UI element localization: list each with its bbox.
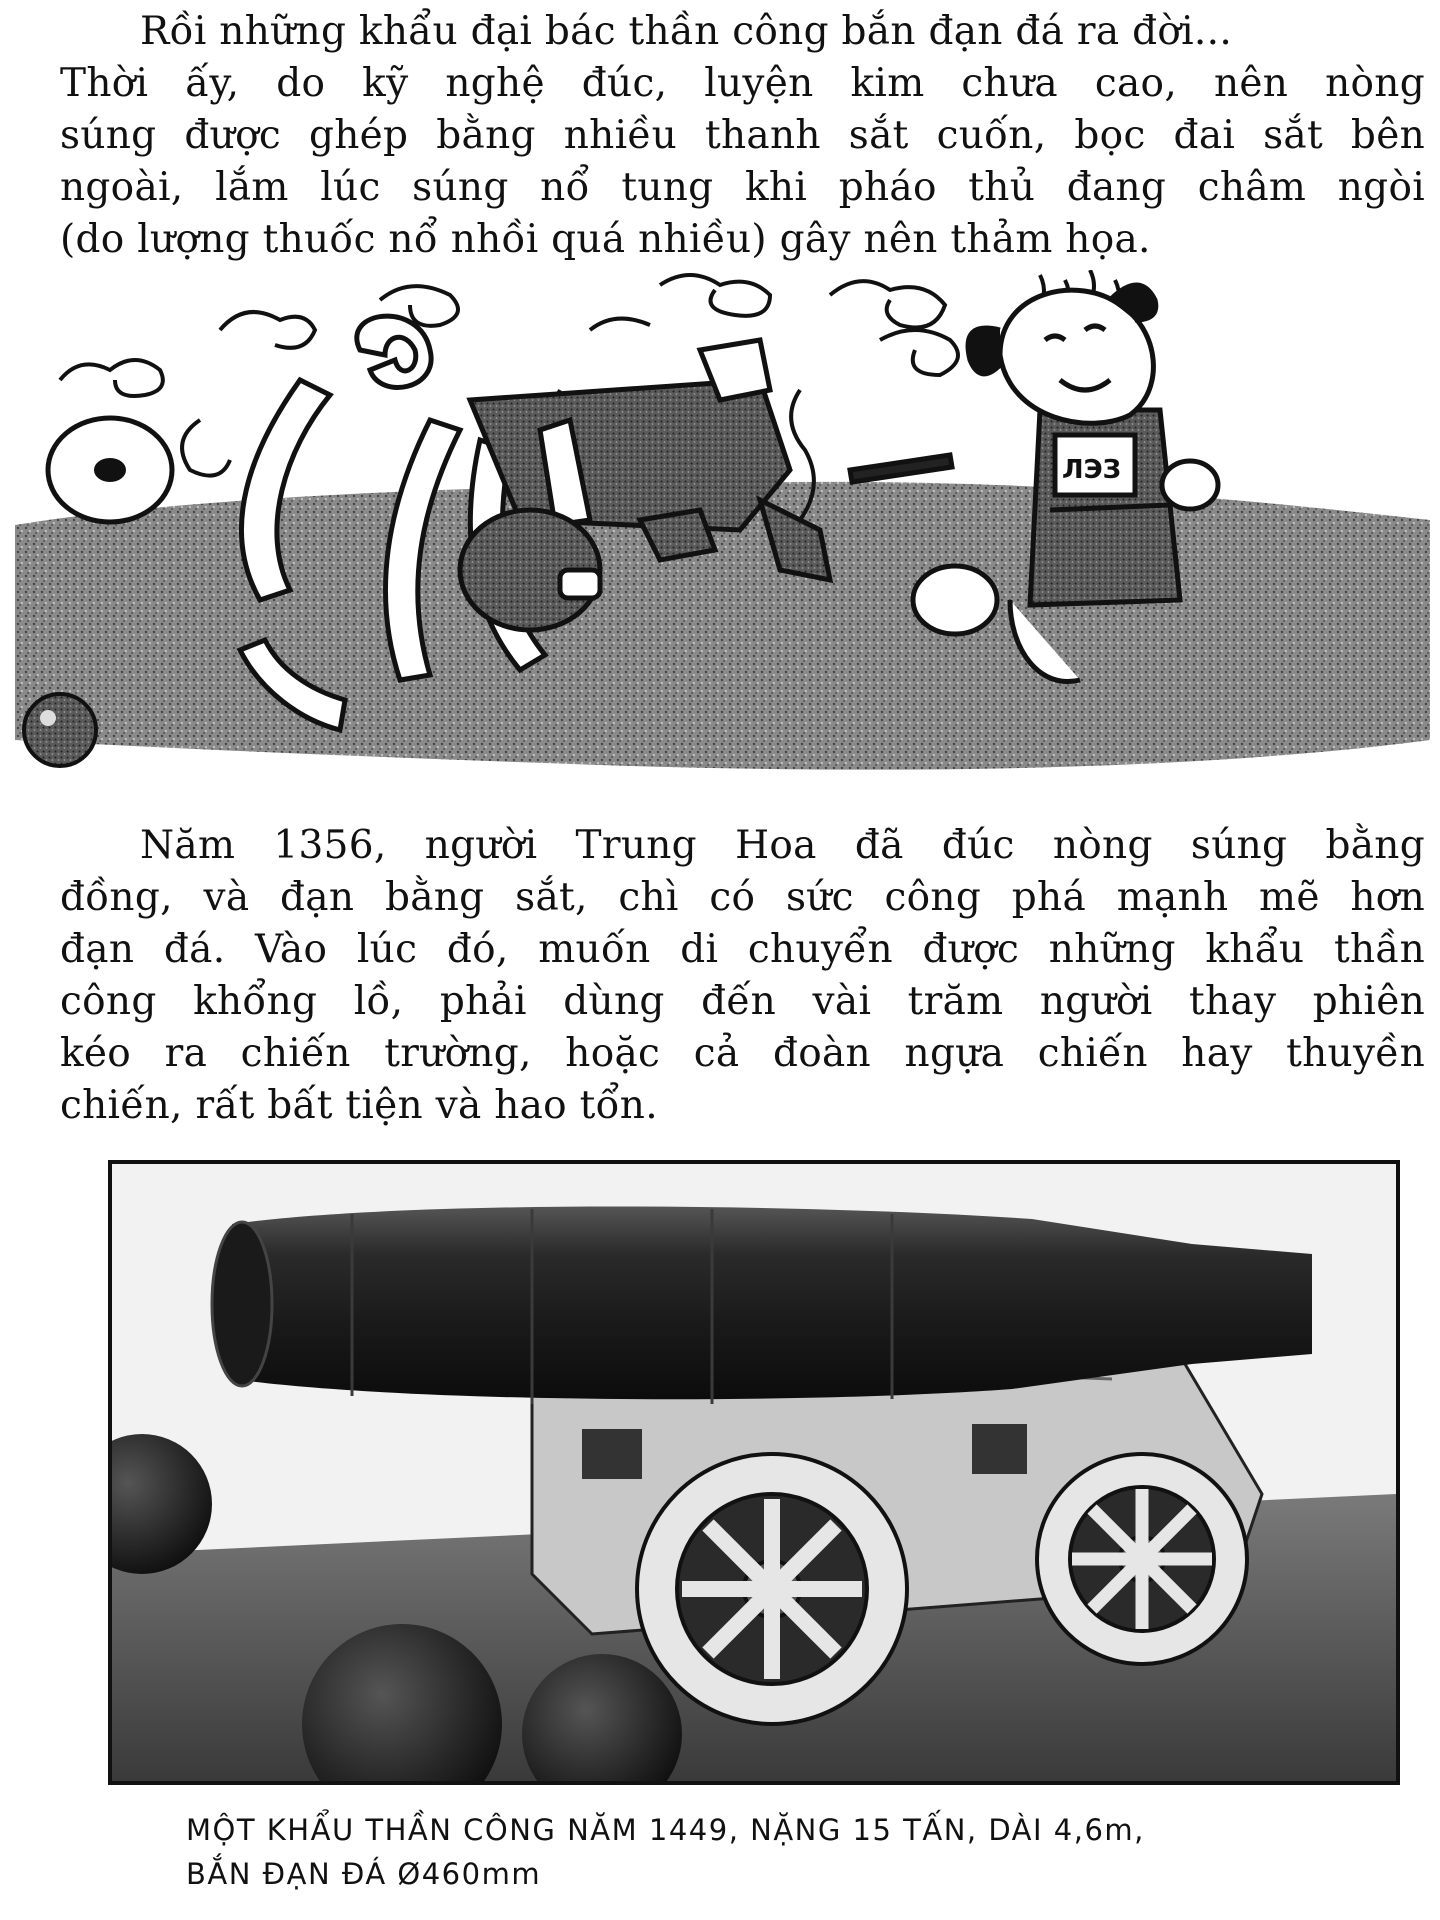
cannon-photo-icon — [112, 1164, 1396, 1781]
paragraph-2 — [60, 820, 1425, 1132]
photo-caption — [186, 1808, 1145, 1896]
paragraph-1-line: Rồi những khẩu đại bác thần công bắn đạn đá ra đời... — [140, 9, 1233, 54]
caption-line: MỘT KHẨU THẦN CÔNG NĂM 1449, NẶNG 15 TẤN, DÀI 4,6m, — [186, 1813, 1145, 1847]
badge-text: ЛЭЗ — [1062, 455, 1122, 485]
paragraph-2-line: chiến, rất bất tiện và hao tổn. — [60, 1083, 658, 1128]
paragraph-2-line: Năm 1356, người Trung Hoa đã đúc nòng súng bằng — [140, 823, 1425, 868]
cannon-photo — [108, 1160, 1400, 1785]
paragraph-1 — [60, 6, 1425, 266]
paragraph-1-line: ngoài, lắm lúc súng nổ tung khi pháo thủ đang châm ngòi — [60, 165, 1425, 210]
exploded-cannon-illustration — [0, 270, 1440, 790]
paragraph-1-line: (do lượng thuốc nổ nhồi quá nhiều) gây nên thảm họa. — [60, 217, 1151, 262]
paragraph-2-line: đạn đá. Vào lúc đó, muốn di chuyển được những khẩu thần — [60, 927, 1425, 972]
paragraph-2-line: công khổng lồ, phải dùng đến vài trăm người thay phiên — [60, 979, 1425, 1024]
caption-line: BẮN ĐẠN ĐÁ Ø460mm — [186, 1857, 542, 1891]
paragraph-1-line: súng được ghép bằng nhiều thanh sắt cuốn, bọc đai sắt bên — [60, 113, 1425, 158]
exploded-cannon-cartoon-icon — [0, 270, 1440, 790]
paragraph-1-line: Thời ấy, do kỹ nghệ đúc, luyện kim chưa cao, nên nòng — [60, 61, 1425, 106]
paragraph-2-line: đồng, và đạn bằng sắt, chì có sức công phá mạnh mẽ hơn — [60, 875, 1425, 920]
paragraph-2-line: kéo ra chiến trường, hoặc cả đoàn ngựa chiến hay thuyền — [60, 1031, 1425, 1076]
